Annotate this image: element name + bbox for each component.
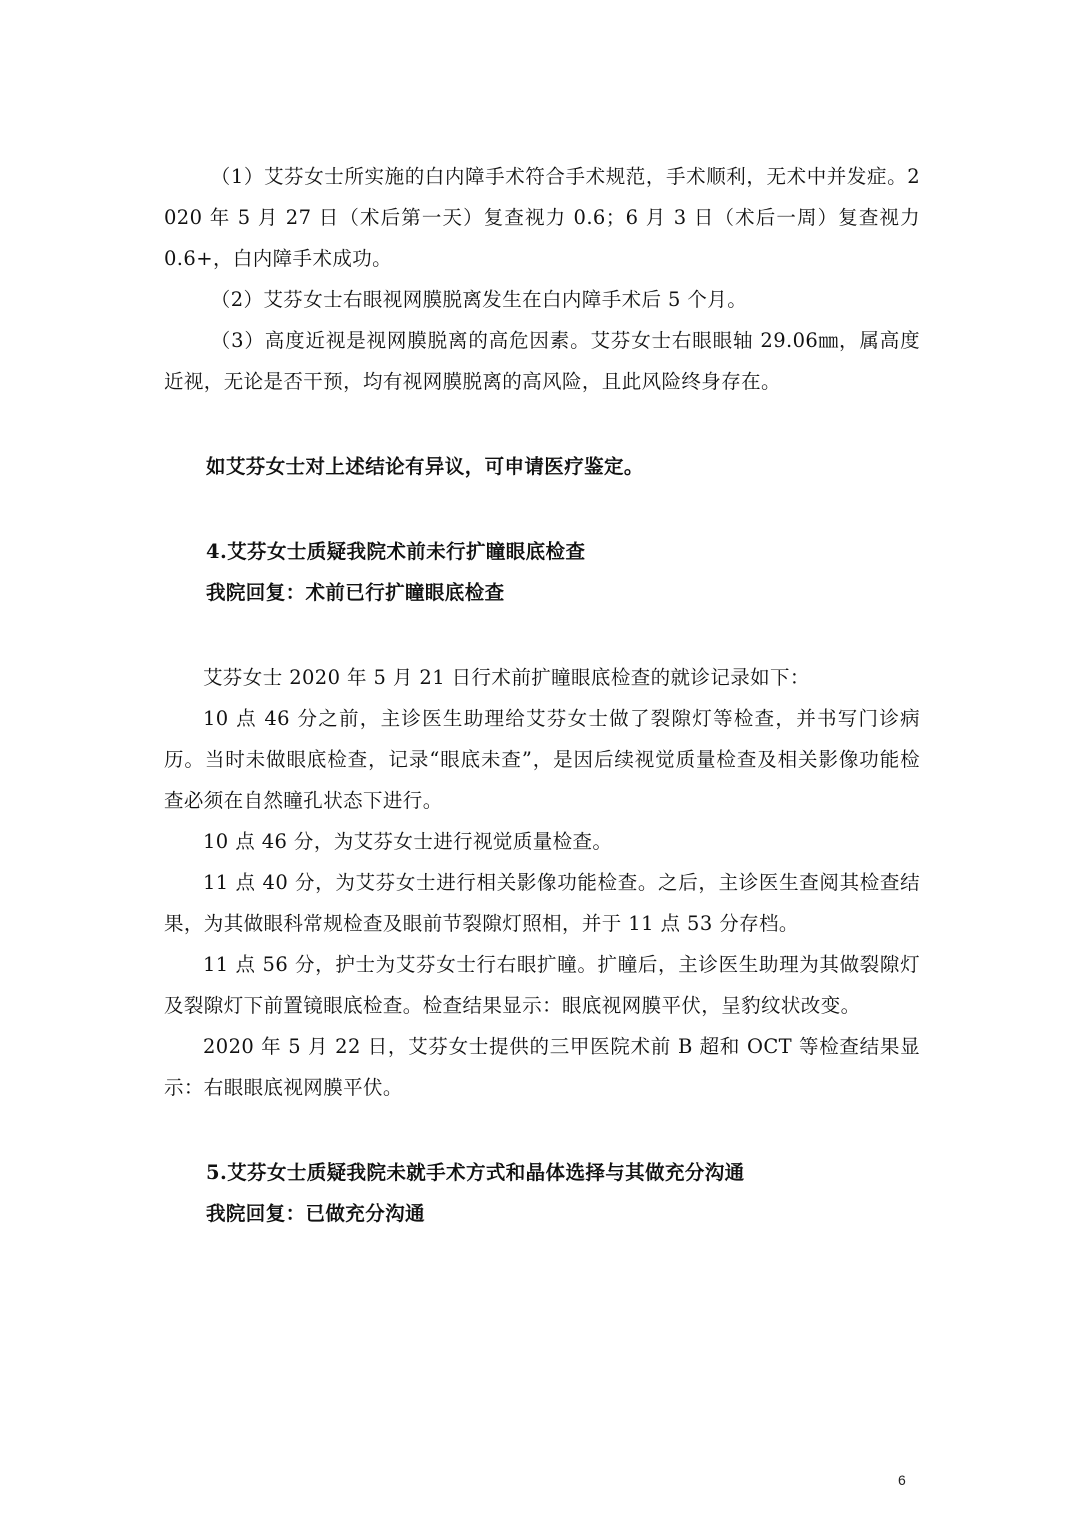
spacer: [164, 487, 920, 531]
page-number: 6: [898, 1472, 906, 1488]
section4-paragraph: 2020 年 5 月 22 日，艾芬女士提供的三甲医院术前 B 超和 OCT 等检查结果显示：右眼眼底视网膜平伏。: [164, 1035, 920, 1099]
spacer: [164, 613, 920, 657]
section4-paragraph: 11 点 56 分，护士为艾芬女士行右眼扩瞳。扩瞳后，主诊医生助理为其做裂隙灯及裂隙灯下前置镜眼底检查。检查结果显示：眼底视网膜平伏，呈豹纹状改变。: [164, 953, 920, 1017]
section4-paragraph: 艾芬女士 2020 年 5 月 21 日行术前扩瞳眼底检查的就诊记录如下：: [203, 666, 810, 689]
section4-heading: 4.艾芬女士质疑我院术前未行扩瞳眼底检查: [206, 540, 586, 563]
section5-heading: 5.艾芬女士质疑我院未就手术方式和晶体选择与其做充分沟通: [206, 1161, 745, 1184]
section4-reply: 我院回复：术前已行扩瞳眼底检查: [206, 581, 505, 604]
section3-paragraph-3: （3）高度近视是视网膜脱离的高危因素。艾芬女士右眼眼轴 29.06㎜，属高度近视，无论是否干预，均有视网膜脱离的高风险，且此风险终身存在。: [164, 329, 920, 393]
section5-reply: 我院回复：已做充分沟通: [206, 1202, 425, 1225]
page-content: [164, 156, 920, 1234]
section3-paragraph-2: （2）艾芬女士右眼视网膜脱离发生在白内障手术后 5 个月。: [210, 288, 748, 311]
spacer: [164, 402, 920, 446]
section4-paragraph: 10 点 46 分之前，主诊医生助理给艾芬女士做了裂隙灯等检查，并书写门诊病历。当时未做眼底检查，记录“眼底未查”，是因后续视觉质量检查及相关影像功能检查必须在自然瞳孔状态下进行。: [164, 707, 920, 812]
section4-paragraph: 11 点 40 分，为艾芬女士进行相关影像功能检查。之后，主诊医生查阅其检查结果，为其做眼科常规检查及眼前节裂隙灯照相，并于 11 点 53 分存档。: [164, 871, 920, 935]
section4-paragraph: 10 点 46 分，为艾芬女士进行视觉质量检查。: [203, 830, 613, 853]
spacer: [164, 1108, 920, 1152]
section3-paragraph-1: （1）艾芬女士所实施的白内障手术符合手术规范，手术顺利，无术中并发症。2020 年 5 月 27 日（术后第一天）复查视力 0.6；6 月 3 日（术后一周）复查视力 0.6+，白内障手术成功。: [164, 165, 920, 270]
section3-conclusion: 如艾芬女士对上述结论有异议，可申请医疗鉴定。: [206, 455, 644, 478]
